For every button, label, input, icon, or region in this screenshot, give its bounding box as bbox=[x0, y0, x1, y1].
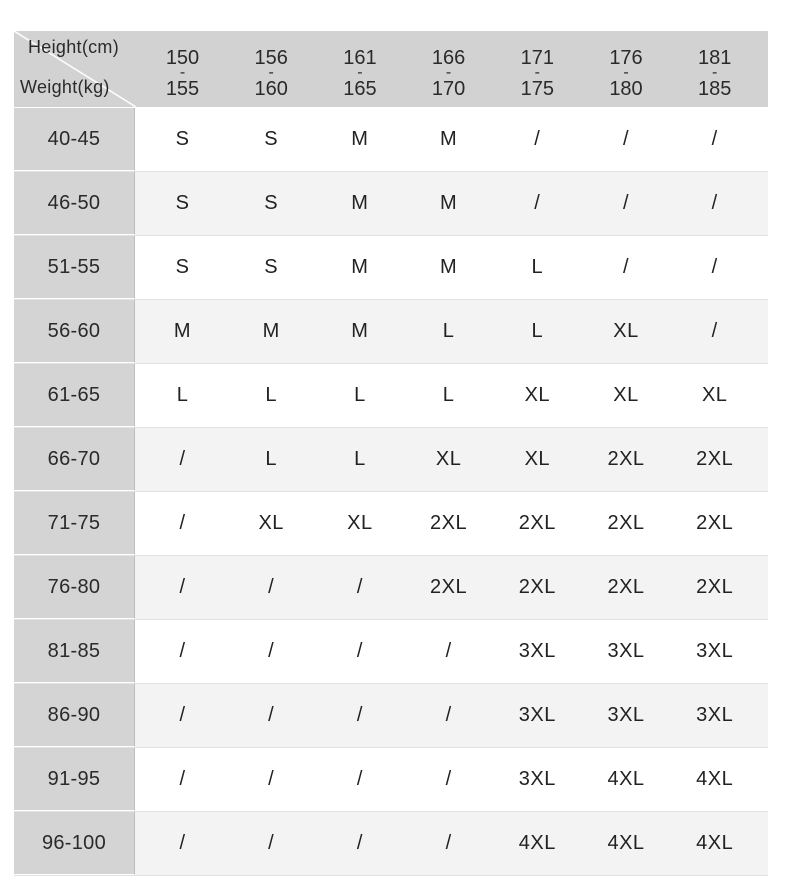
size-cell: / bbox=[179, 640, 186, 662]
weight-range-cell: 81-85 bbox=[14, 620, 135, 683]
height-range-high: 155 bbox=[165, 78, 200, 100]
weight-range-cell: 76-80 bbox=[14, 556, 135, 619]
weight-range-cell: 91-95 bbox=[14, 748, 135, 811]
size-cell: 2XL bbox=[607, 576, 645, 598]
weight-range-cell: 66-70 bbox=[14, 428, 135, 491]
table-row bbox=[14, 492, 768, 556]
size-cell: 2XL bbox=[430, 576, 468, 598]
size-cell: / bbox=[445, 768, 452, 790]
size-cell: 4XL bbox=[696, 768, 734, 790]
height-range-high: 165 bbox=[343, 78, 377, 100]
height-column-header bbox=[138, 31, 227, 107]
height-range-low: 176 bbox=[609, 47, 643, 69]
height-column-header bbox=[315, 31, 404, 107]
size-cell: 2XL bbox=[696, 448, 734, 470]
height-column-header bbox=[493, 31, 582, 107]
header-corner bbox=[14, 31, 136, 107]
size-cell: S bbox=[175, 128, 190, 150]
size-cell: / bbox=[445, 640, 452, 662]
size-cell: M bbox=[351, 192, 369, 214]
size-cell: L bbox=[265, 448, 277, 470]
height-range-low: 150 bbox=[165, 47, 200, 69]
size-cell: 2XL bbox=[607, 448, 645, 470]
table-body bbox=[14, 108, 768, 876]
size-cell: 3XL bbox=[518, 768, 556, 790]
size-cell: M bbox=[351, 256, 369, 278]
size-cell: / bbox=[356, 704, 363, 726]
size-cell: XL bbox=[258, 512, 284, 534]
table-row bbox=[14, 236, 768, 300]
size-cell: / bbox=[268, 640, 275, 662]
height-range-low: 181 bbox=[698, 47, 732, 69]
size-cell: L bbox=[354, 448, 366, 470]
size-cell: 2XL bbox=[430, 512, 468, 534]
height-column-header bbox=[670, 31, 759, 107]
size-cell: / bbox=[445, 832, 452, 854]
weight-range-cell: 46-50 bbox=[14, 172, 135, 235]
size-cell: 2XL bbox=[518, 576, 556, 598]
size-cell: / bbox=[179, 448, 186, 470]
height-range-dash: - bbox=[357, 64, 363, 81]
size-cell: / bbox=[711, 192, 718, 214]
height-range-low: 156 bbox=[254, 47, 288, 69]
height-range-high: 170 bbox=[431, 78, 466, 100]
size-cell: / bbox=[268, 832, 275, 854]
weight-range-cell: 40-45 bbox=[14, 108, 135, 171]
size-cell: S bbox=[175, 192, 190, 214]
size-cell: L bbox=[265, 384, 277, 406]
size-cell: 3XL bbox=[607, 640, 645, 662]
height-column-header bbox=[582, 31, 671, 107]
size-cell: S bbox=[264, 192, 279, 214]
size-cell: 3XL bbox=[696, 704, 734, 726]
size-cell: M bbox=[173, 320, 192, 342]
height-range-dash: - bbox=[179, 64, 186, 81]
size-cell: / bbox=[356, 576, 363, 598]
size-cell: 2XL bbox=[696, 576, 734, 598]
size-cell: XL bbox=[347, 512, 373, 534]
table-header bbox=[14, 31, 768, 108]
height-axis-label: Height(cm) bbox=[28, 37, 120, 57]
size-cell: / bbox=[179, 768, 186, 790]
size-cell: / bbox=[268, 576, 275, 598]
weight-range-cell: 56-60 bbox=[14, 300, 135, 363]
size-cell: XL bbox=[613, 384, 639, 406]
size-cell: 4XL bbox=[607, 768, 645, 790]
size-cell: M bbox=[351, 320, 369, 342]
height-range-dash: - bbox=[534, 64, 540, 81]
size-cell: / bbox=[711, 256, 718, 278]
size-cell: / bbox=[179, 704, 186, 726]
size-cell: 3XL bbox=[607, 704, 645, 726]
size-cell: / bbox=[268, 704, 275, 726]
height-range-low: 161 bbox=[343, 47, 377, 69]
height-range-dash: - bbox=[623, 64, 629, 81]
size-cell: M bbox=[351, 128, 369, 150]
weight-range-cell: 51-55 bbox=[14, 236, 135, 299]
size-cell: 3XL bbox=[518, 704, 556, 726]
table-row bbox=[14, 748, 768, 812]
height-range-high: 175 bbox=[520, 78, 554, 100]
size-cell: M bbox=[440, 128, 458, 150]
size-cell: / bbox=[356, 832, 363, 854]
table-row bbox=[14, 684, 768, 748]
size-cell: L bbox=[531, 256, 544, 278]
size-cell: / bbox=[622, 256, 630, 278]
size-cell: XL bbox=[524, 384, 551, 406]
height-column-header bbox=[227, 31, 316, 107]
size-cell: M bbox=[440, 192, 458, 214]
size-cell: 4XL bbox=[518, 832, 556, 854]
size-cell: L bbox=[354, 384, 366, 406]
size-cell: 2XL bbox=[696, 512, 734, 534]
size-cell: 3XL bbox=[518, 640, 556, 662]
weight-range-cell: 61-65 bbox=[14, 364, 135, 427]
height-range-dash: - bbox=[712, 64, 718, 81]
size-cell: / bbox=[445, 704, 452, 726]
size-cell: / bbox=[534, 128, 541, 150]
height-range-high: 160 bbox=[254, 78, 288, 100]
weight-range-cell: 71-75 bbox=[14, 492, 135, 555]
size-chart bbox=[14, 31, 768, 876]
table-row bbox=[14, 172, 768, 236]
size-cell: S bbox=[264, 256, 279, 278]
size-cell: 3XL bbox=[696, 640, 734, 662]
size-cell: / bbox=[179, 576, 186, 598]
table-row bbox=[14, 108, 768, 172]
size-cell: XL bbox=[701, 384, 728, 406]
size-cell: / bbox=[356, 768, 363, 790]
size-cell: / bbox=[622, 128, 630, 150]
size-cell: / bbox=[622, 192, 630, 214]
size-cell: S bbox=[175, 256, 190, 278]
size-cell: 2XL bbox=[607, 512, 645, 534]
size-cell: XL bbox=[435, 448, 462, 470]
size-cell: M bbox=[262, 320, 280, 342]
height-range-dash: - bbox=[268, 64, 274, 81]
size-cell: 4XL bbox=[607, 832, 645, 854]
size-cell: / bbox=[534, 192, 541, 214]
size-cell: / bbox=[179, 512, 186, 534]
size-cell: 4XL bbox=[696, 832, 734, 854]
weight-axis-label: Weight(kg) bbox=[20, 77, 110, 97]
size-cell: 2XL bbox=[518, 512, 556, 534]
height-range-low: 166 bbox=[431, 47, 466, 69]
height-range-high: 180 bbox=[609, 78, 643, 100]
size-cell: L bbox=[531, 320, 544, 342]
table-row bbox=[14, 812, 768, 876]
height-range-low: 171 bbox=[520, 47, 554, 69]
table-row bbox=[14, 364, 768, 428]
size-cell: / bbox=[356, 640, 363, 662]
size-cell: / bbox=[711, 320, 718, 342]
weight-range-cell: 96-100 bbox=[14, 812, 135, 875]
size-cell: XL bbox=[613, 320, 639, 342]
size-cell: / bbox=[268, 768, 275, 790]
height-range-high: 185 bbox=[698, 78, 732, 100]
size-cell: S bbox=[264, 128, 279, 150]
size-cell: / bbox=[179, 832, 186, 854]
table-row bbox=[14, 556, 768, 620]
weight-range-cell: 86-90 bbox=[14, 684, 135, 747]
size-cell: L bbox=[442, 384, 455, 406]
size-cell: L bbox=[442, 320, 455, 342]
height-column-header bbox=[404, 31, 493, 107]
size-cell: / bbox=[711, 128, 718, 150]
table-row bbox=[14, 428, 768, 492]
size-cell: XL bbox=[524, 448, 551, 470]
size-cell: M bbox=[440, 256, 458, 278]
table-row bbox=[14, 300, 768, 364]
height-range-dash: - bbox=[445, 64, 452, 81]
size-cell: L bbox=[176, 384, 189, 406]
table-row bbox=[14, 620, 768, 684]
